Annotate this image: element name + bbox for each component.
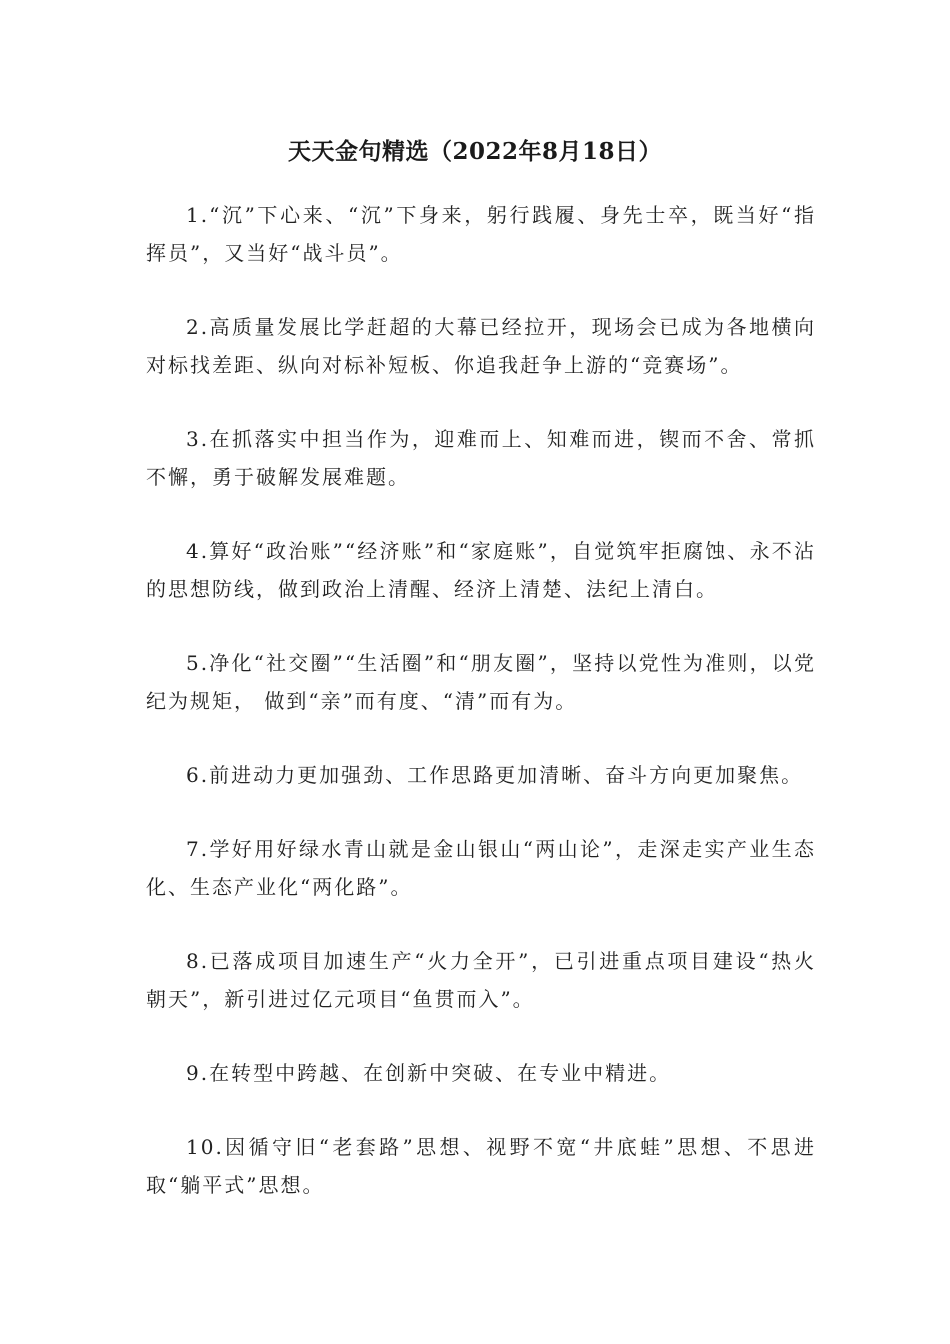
- quote-list: [146, 196, 816, 1240]
- quote-item-7: 7.学好用好绿水青山就是金山银山“两山论”，走深走实产业生态化、生态产业化“两化路”。: [146, 837, 816, 899]
- document-title: 天天金句精选（2022年8月18日）: [287, 138, 663, 165]
- quote-item-1: 1.“沉”下心来、“沉”下身来，躬行践履、身先士卒，既当好“指挥员”，又当好“战斗员”。: [146, 203, 816, 265]
- quote-item-3: 3.在抓落实中担当作为，迎难而上、知难而进，锲而不舍、常抓不懈，勇于破解发展难题。: [146, 427, 816, 489]
- quote-item-4: 4.算好“政治账”“经济账”和“家庭账”，自觉筑牢拒腐蚀、永不沾的思想防线，做到政治上清醒、经济上清楚、法纪上清白。: [146, 539, 816, 601]
- quote-item-6: 6.前进动力更加强劲、工作思路更加清晰、奋斗方向更加聚焦。: [186, 763, 804, 787]
- quote-item-5: 5.净化“社交圈”“生活圈”和“朋友圈”，坚持以党性为准则，以党纪为规矩， 做到“亲”而有度、“清”而有为。: [146, 651, 816, 713]
- quote-item-2: 2.高质量发展比学赶超的大幕已经拉开，现场会已成为各地横向对标找差距、纵向对标补短板、你追我赶争上游的“竞赛场”。: [146, 315, 816, 377]
- quote-item-10: 10.因循守旧“老套路”思想、视野不宽“井底蛙”思想、不思进取“躺平式”思想。: [146, 1135, 816, 1197]
- quote-item-8: 8.已落成项目加速生产“火力全开”，已引进重点项目建设“热火朝天”，新引进过亿元项目“鱼贯而入”。: [146, 949, 816, 1011]
- quote-item-9: 9.在转型中跨越、在创新中突破、在专业中精进。: [186, 1061, 672, 1085]
